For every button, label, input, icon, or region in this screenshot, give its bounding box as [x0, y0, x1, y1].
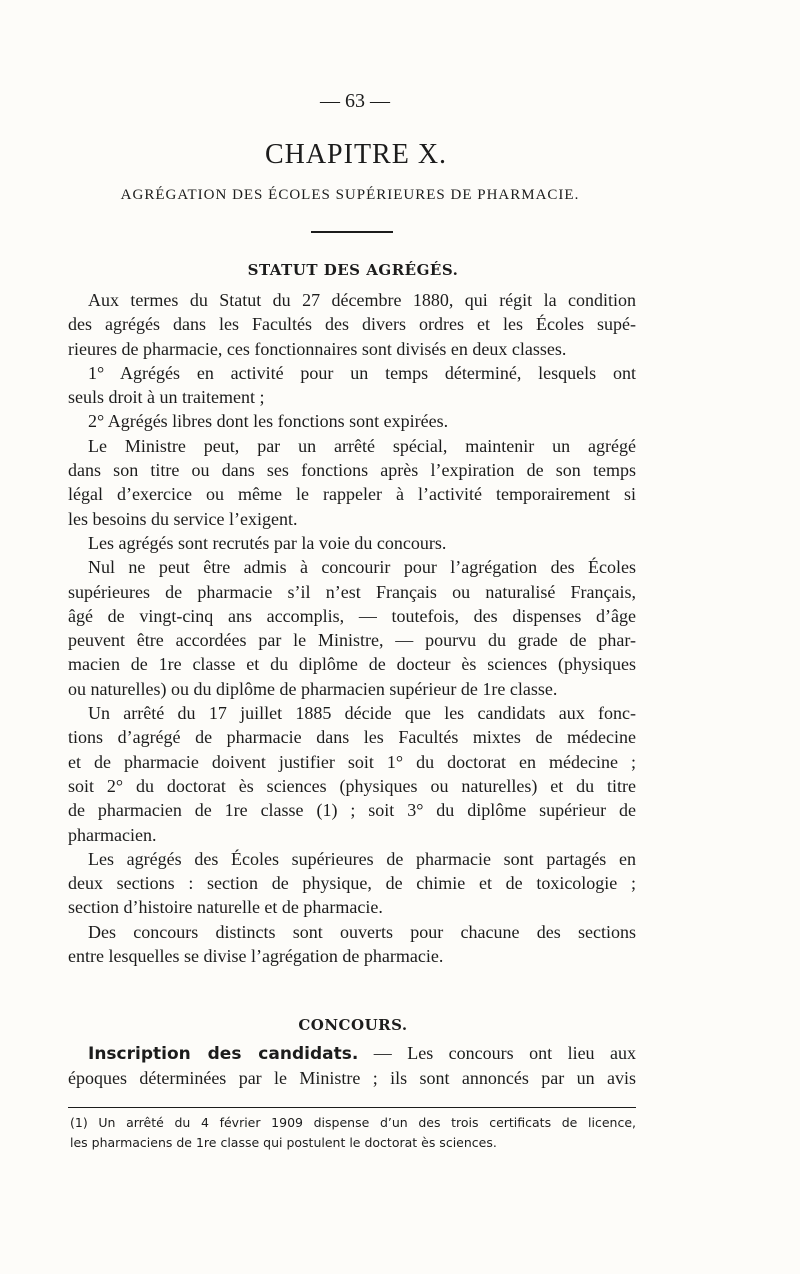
concours-line-text: — Les concours ont lieu aux	[358, 1043, 637, 1063]
text-line: Les agrégés sont recrutés par la voie du concours.	[88, 532, 447, 553]
text-line: macien de 1re classe et du diplôme de docteur ès sciences (physiques	[68, 654, 636, 675]
text-line: seuls droit à un traitement ;	[68, 387, 265, 408]
concours-line	[68, 1041, 636, 1066]
text-line: 1° Agrégés en activité pour un temps déterminé, lesquels ont	[88, 362, 636, 383]
footnote-line: les pharmaciens de 1re classe qui postulent le doctorat ès sciences.	[70, 1135, 497, 1150]
text-line: de pharmacien de 1re classe (1) ; soit 3° du diplôme supérieur de	[68, 800, 636, 821]
text-line: légal d’exercice ou même le rappeler à l’activité temporairement si	[68, 484, 636, 505]
text-line: peuvent être accordées par le Ministre, — pourvu du grade de phar-	[68, 630, 636, 651]
concours-line: époques déterminées par le Ministre ; ils sont annoncés par un avis	[68, 1068, 636, 1089]
text-line: soit 2° du doctorat ès sciences (physiques ou naturelles) et du titre	[68, 775, 636, 796]
text-line: des agrégés dans les Facultés des divers ordres et les Écoles supé-	[68, 314, 636, 335]
title-rule	[311, 231, 393, 233]
run-in-heading: Inscription des candidats.	[88, 1044, 359, 1064]
text-line: tions d’agrégé de pharmacie dans les Facultés mixtes de médecine	[68, 727, 636, 748]
section-heading-statut: STATUT DES AGRÉGÉS.	[247, 261, 459, 279]
text-line: supérieures de pharmacie s’il n’est Français ou naturalisé Français,	[68, 581, 636, 602]
footnote	[70, 1113, 636, 1153]
text-line: rieures de pharmacie, ces fonctionnaires sont divisés en deux classes.	[68, 338, 567, 359]
text-line: et de pharmacie doivent justifier soit 1° du doctorat en médecine ;	[68, 751, 636, 772]
text-line: entre lesquelles se divise l’agrégation de pharmacie.	[68, 946, 444, 967]
chapter-subtitle: AGRÉGATION DES ÉCOLES SUPÉRIEURES DE PHARMACIE.	[120, 187, 580, 203]
text-line: ou naturelles) ou du diplôme de pharmacien supérieur de 1re classe.	[68, 678, 558, 699]
statut-body	[68, 288, 636, 968]
footnote-rule	[68, 1107, 636, 1108]
text-line: 2° Agrégés libres dont les fonctions sont expirées.	[88, 411, 449, 432]
text-line: âgé de vingt-cinq ans accomplis, — toutefois, des dispenses d’âge	[68, 605, 636, 626]
chapter-title: CHAPITRE X.	[264, 139, 448, 170]
text-line: section d’histoire naturelle et de pharmacie.	[68, 897, 383, 918]
section-heading-concours: CONCOURS.	[298, 1016, 408, 1034]
text-line: Les agrégés des Écoles supérieures de pharmacie sont partagés en	[88, 848, 636, 869]
text-line: Un arrêté du 17 juillet 1885 décide que les candidats aux fonc-	[88, 703, 636, 724]
page-number: — 63 —	[320, 90, 390, 112]
text-line: Des concours distincts sont ouverts pour chacune des sections	[88, 921, 636, 942]
text-line: pharmacien.	[68, 824, 157, 845]
text-line: Le Ministre peut, par un arrêté spécial, maintenir un agrégé	[88, 435, 636, 456]
footnote-line: (1) Un arrêté du 4 février 1909 dispense d’un des trois certificats de licence,	[70, 1115, 636, 1130]
text-line: Aux termes du Statut du 27 décembre 1880, qui régit la condition	[88, 290, 636, 310]
concours-body	[68, 1041, 636, 1091]
text-line: Nul ne peut être admis à concourir pour l’agrégation des Écoles	[88, 557, 636, 578]
text-line: dans son titre ou dans ses fonctions après l’expiration de son temps	[68, 460, 636, 481]
text-line: deux sections : section de physique, de chimie et de toxicologie ;	[68, 873, 636, 894]
text-line: les besoins du service l’exigent.	[68, 508, 298, 529]
